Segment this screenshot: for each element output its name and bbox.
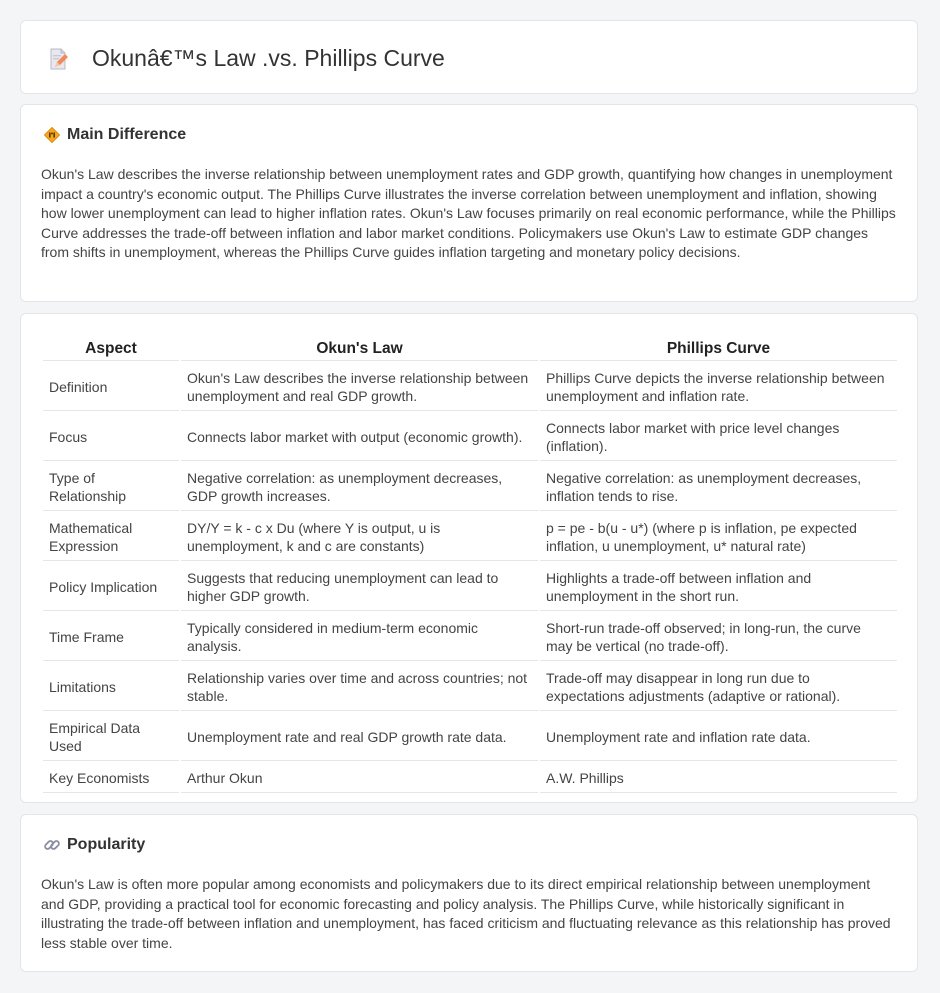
row-phillips: Trade-off may disappear in long run due to expectations adjustments (adaptive or rational). [540, 663, 897, 711]
link-icon [43, 836, 61, 854]
header-okuns-law: Okun's Law [181, 336, 538, 361]
table-header-row [43, 336, 897, 361]
row-okun: Relationship varies over time and across countries; not stable. [181, 663, 538, 711]
row-okun: Arthur Okun [181, 763, 538, 793]
row-phillips: Negative correlation: as unemployment decreases, inflation tends to rise. [540, 463, 897, 511]
main-difference-card [20, 104, 918, 302]
table-row [43, 763, 897, 793]
table-row [43, 463, 897, 511]
row-aspect: Focus [43, 413, 179, 461]
popularity-title: Popularity [67, 836, 146, 853]
table-row [43, 713, 897, 761]
row-phillips: Connects labor market with price level changes (inflation). [540, 413, 897, 461]
popularity-header [43, 836, 145, 854]
table-row [43, 563, 897, 611]
header-aspect: Aspect [43, 336, 179, 361]
title-card [20, 20, 918, 94]
row-okun: Suggests that reducing unemployment can lead to higher GDP growth. [181, 563, 538, 611]
main-difference-header [43, 126, 186, 144]
warning-sign-icon [43, 126, 61, 144]
row-okun: Connects labor market with output (economic growth). [181, 413, 538, 461]
row-aspect: Type of Relationship [43, 463, 179, 511]
title-row [46, 45, 445, 72]
row-aspect: Mathematical Expression [43, 513, 179, 561]
row-phillips: A.W. Phillips [540, 763, 897, 793]
table-row [43, 513, 897, 561]
row-phillips: Phillips Curve depicts the inverse relationship between unemployment and inflation rate. [540, 363, 897, 411]
comparison-table [41, 334, 899, 795]
row-okun: Typically considered in medium-term economic analysis. [181, 613, 538, 661]
row-phillips: Short-run trade-off observed; in long-run, the curve may be vertical (no trade-off). [540, 613, 897, 661]
header-phillips-curve: Phillips Curve [540, 336, 897, 361]
row-aspect: Policy Implication [43, 563, 179, 611]
popularity-text: Okun's Law is often more popular among economists and policymakers due to its direct empirical relationship between unemployment and GDP, providing a practical tool for economic forecasting and policy analysis. The Phillips Curve, while historically significant in illustrating the trade-off between inflation and unemployment, has faced criticism and fluctuating relevance as this relationship has proved less stable over time. [41, 876, 891, 951]
main-difference-text: Okun's Law describes the inverse relationship between unemployment rates and GDP growth, quantifying how changes in unemployment impact a country's economic output. The Phillips Curve illustrates the inverse correlation between unemployment and inflation, showing how lower unemployment can lead to higher inflation rates. Okun's Law focuses primarily on real economic performance, while the Phillips Curve addresses the trade-off between inflation and labor market conditions. Policymakers use Okun's Law to estimate GDP changes from shifts in unemployment, whereas the Phillips Curve guides inflation targeting and monetary policy decisions. [41, 166, 896, 260]
row-phillips: Unemployment rate and inflation rate data. [540, 713, 897, 761]
row-aspect: Empirical Data Used [43, 713, 179, 761]
row-okun: DY/Y = k - c x Du (where Y is output, u is unemployment, k and c are constants) [181, 513, 538, 561]
table-row [43, 663, 897, 711]
table-row [43, 413, 897, 461]
main-difference-title: Main Difference [67, 126, 187, 143]
table-row [43, 613, 897, 661]
row-phillips: Highlights a trade-off between inflation and unemployment in the short run. [540, 563, 897, 611]
row-aspect: Limitations [43, 663, 179, 711]
row-aspect: Time Frame [43, 613, 179, 661]
popularity-card [20, 814, 918, 972]
row-okun: Negative correlation: as unemployment decreases, GDP growth increases. [181, 463, 538, 511]
comparison-card [20, 313, 918, 803]
page-title: Okunâ€™s Law .vs. Phillips Curve [92, 45, 445, 71]
row-phillips: p = pe - b(u - u*) (where p is inflation, pe expected inflation, u unemployment, u* natural rate) [540, 513, 897, 561]
row-aspect: Key Economists [43, 763, 179, 793]
document-pencil-icon [46, 47, 70, 71]
row-okun: Unemployment rate and real GDP growth rate data. [181, 713, 538, 761]
row-aspect: Definition [43, 363, 179, 411]
row-okun: Okun's Law describes the inverse relationship between unemployment and real GDP growth. [181, 363, 538, 411]
table-row [43, 363, 897, 411]
